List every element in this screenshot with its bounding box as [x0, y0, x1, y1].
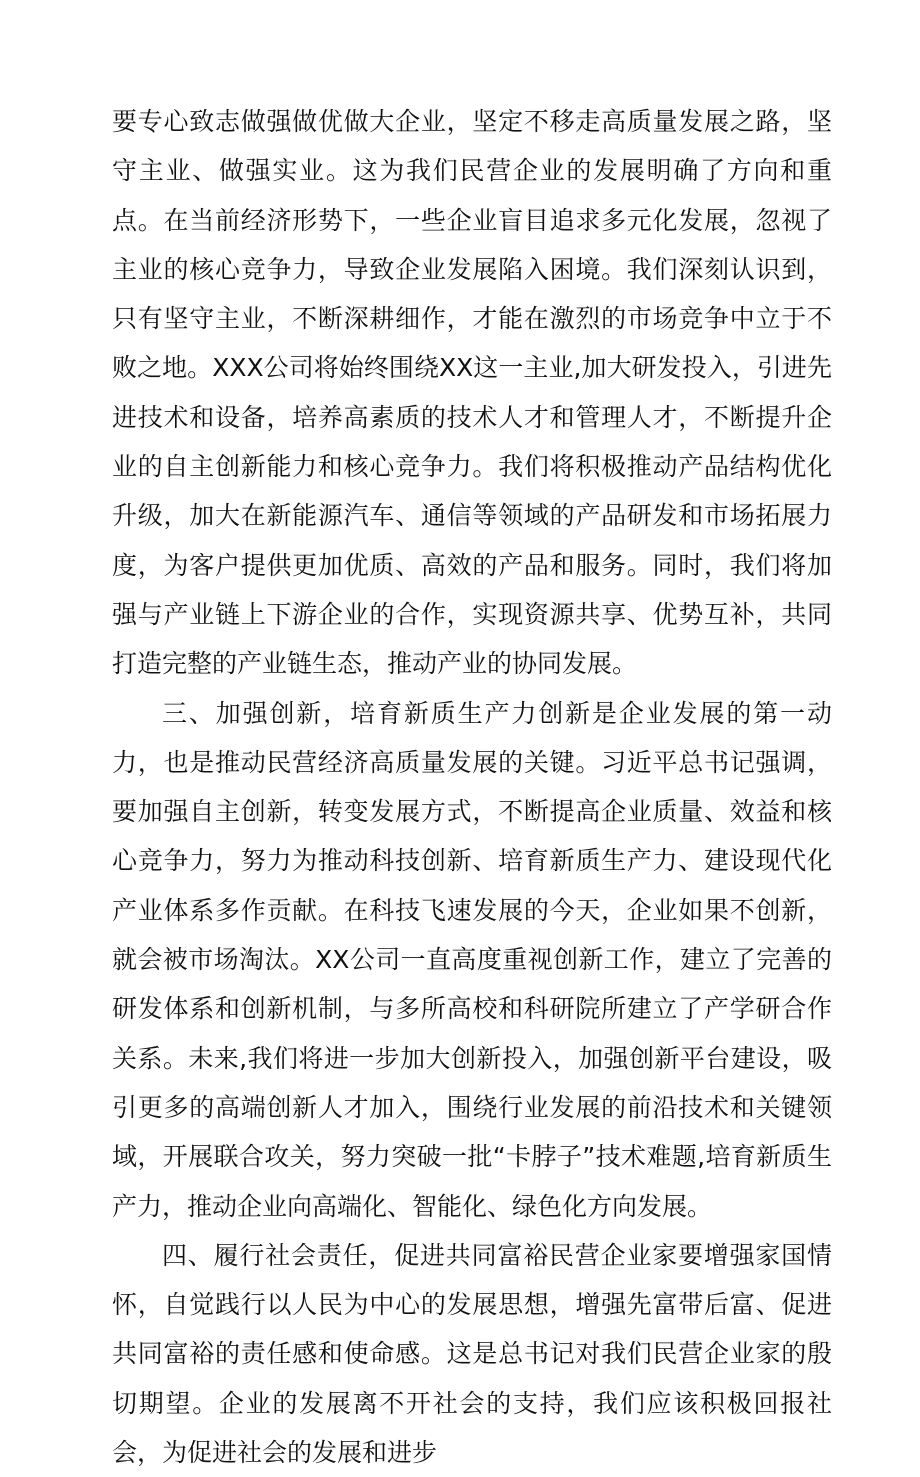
paragraph-innovation: 三、加强创新，培育新质生产力创新是企业发展的第一动力，也是推动民营经济高质量发展的关键。习近平总书记强调，要加强自主创新，转变发展方式，不断提高企业质量、效益和核心竞争力，努力为推动科技创新、培育新质生产力、建设现代化产业体系多作贡献。在科技飞速发展的今天，企业如果不创新，就会被市场淘汰。XX公司一直高度重视创新工作，建立了完善的研发体系和创新机制，与多所高校和科研院所建立了产学研合作关系。未来,我们将进一步加大创新投入，加强创新平台建设，吸引更多的高端创新人才加入，围绕行业发展的前沿技术和关键领域，开展联合攻关，努力突破一批“卡脖子”技术难题,培育新质生产力，推动企业向高端化、智能化、绿色化方向发展。 — [112, 698, 832, 1221]
paragraph-main-business: 要专心致志做强做优做大企业，坚定不移走高质量发展之路，坚守主业、做强实业。这为我们民营企业的发展明确了方向和重点。在当前经济形势下，一些企业盲目追求多元化发展，忽视了主业的核心竞争力，导致企业发展陷入困境。我们深刻认识到，只有坚守主业，不断深耕细作，才能在激烈的市场竞争中立于不败之地。XXX公司将始终围绕XX这一主业,加大研发投入，引进先进技术和设备，培养高素质的技术人才和管理人才，不断提升企业的自主创新能力和核心竞争力。我们将积极推动产品结构优化升级，加大在新能源汽车、通信等领域的产品研发和市场拓展力度，为客户提供更加优质、高效的产品和服务。同时，我们将加强与产业链上下游企业的合作，实现资源共享、优势互补，共同打造完整的产业链生态，推动产业的协同发展。 — [112, 107, 832, 679]
document-body — [112, 97, 832, 1477]
paragraph-social-responsibility: 四、履行社会责任，促进共同富裕民营企业家要增强家国情怀，自觉践行以人民为中心的发展思想，增强先富带后富、促进共同富裕的责任感和使命感。这是总书记对我们民营企业家的殷切期望。企业的发展离不开社会的支持，我们应该积极回报社会，为促进社会的发展和进步 — [112, 1240, 832, 1468]
